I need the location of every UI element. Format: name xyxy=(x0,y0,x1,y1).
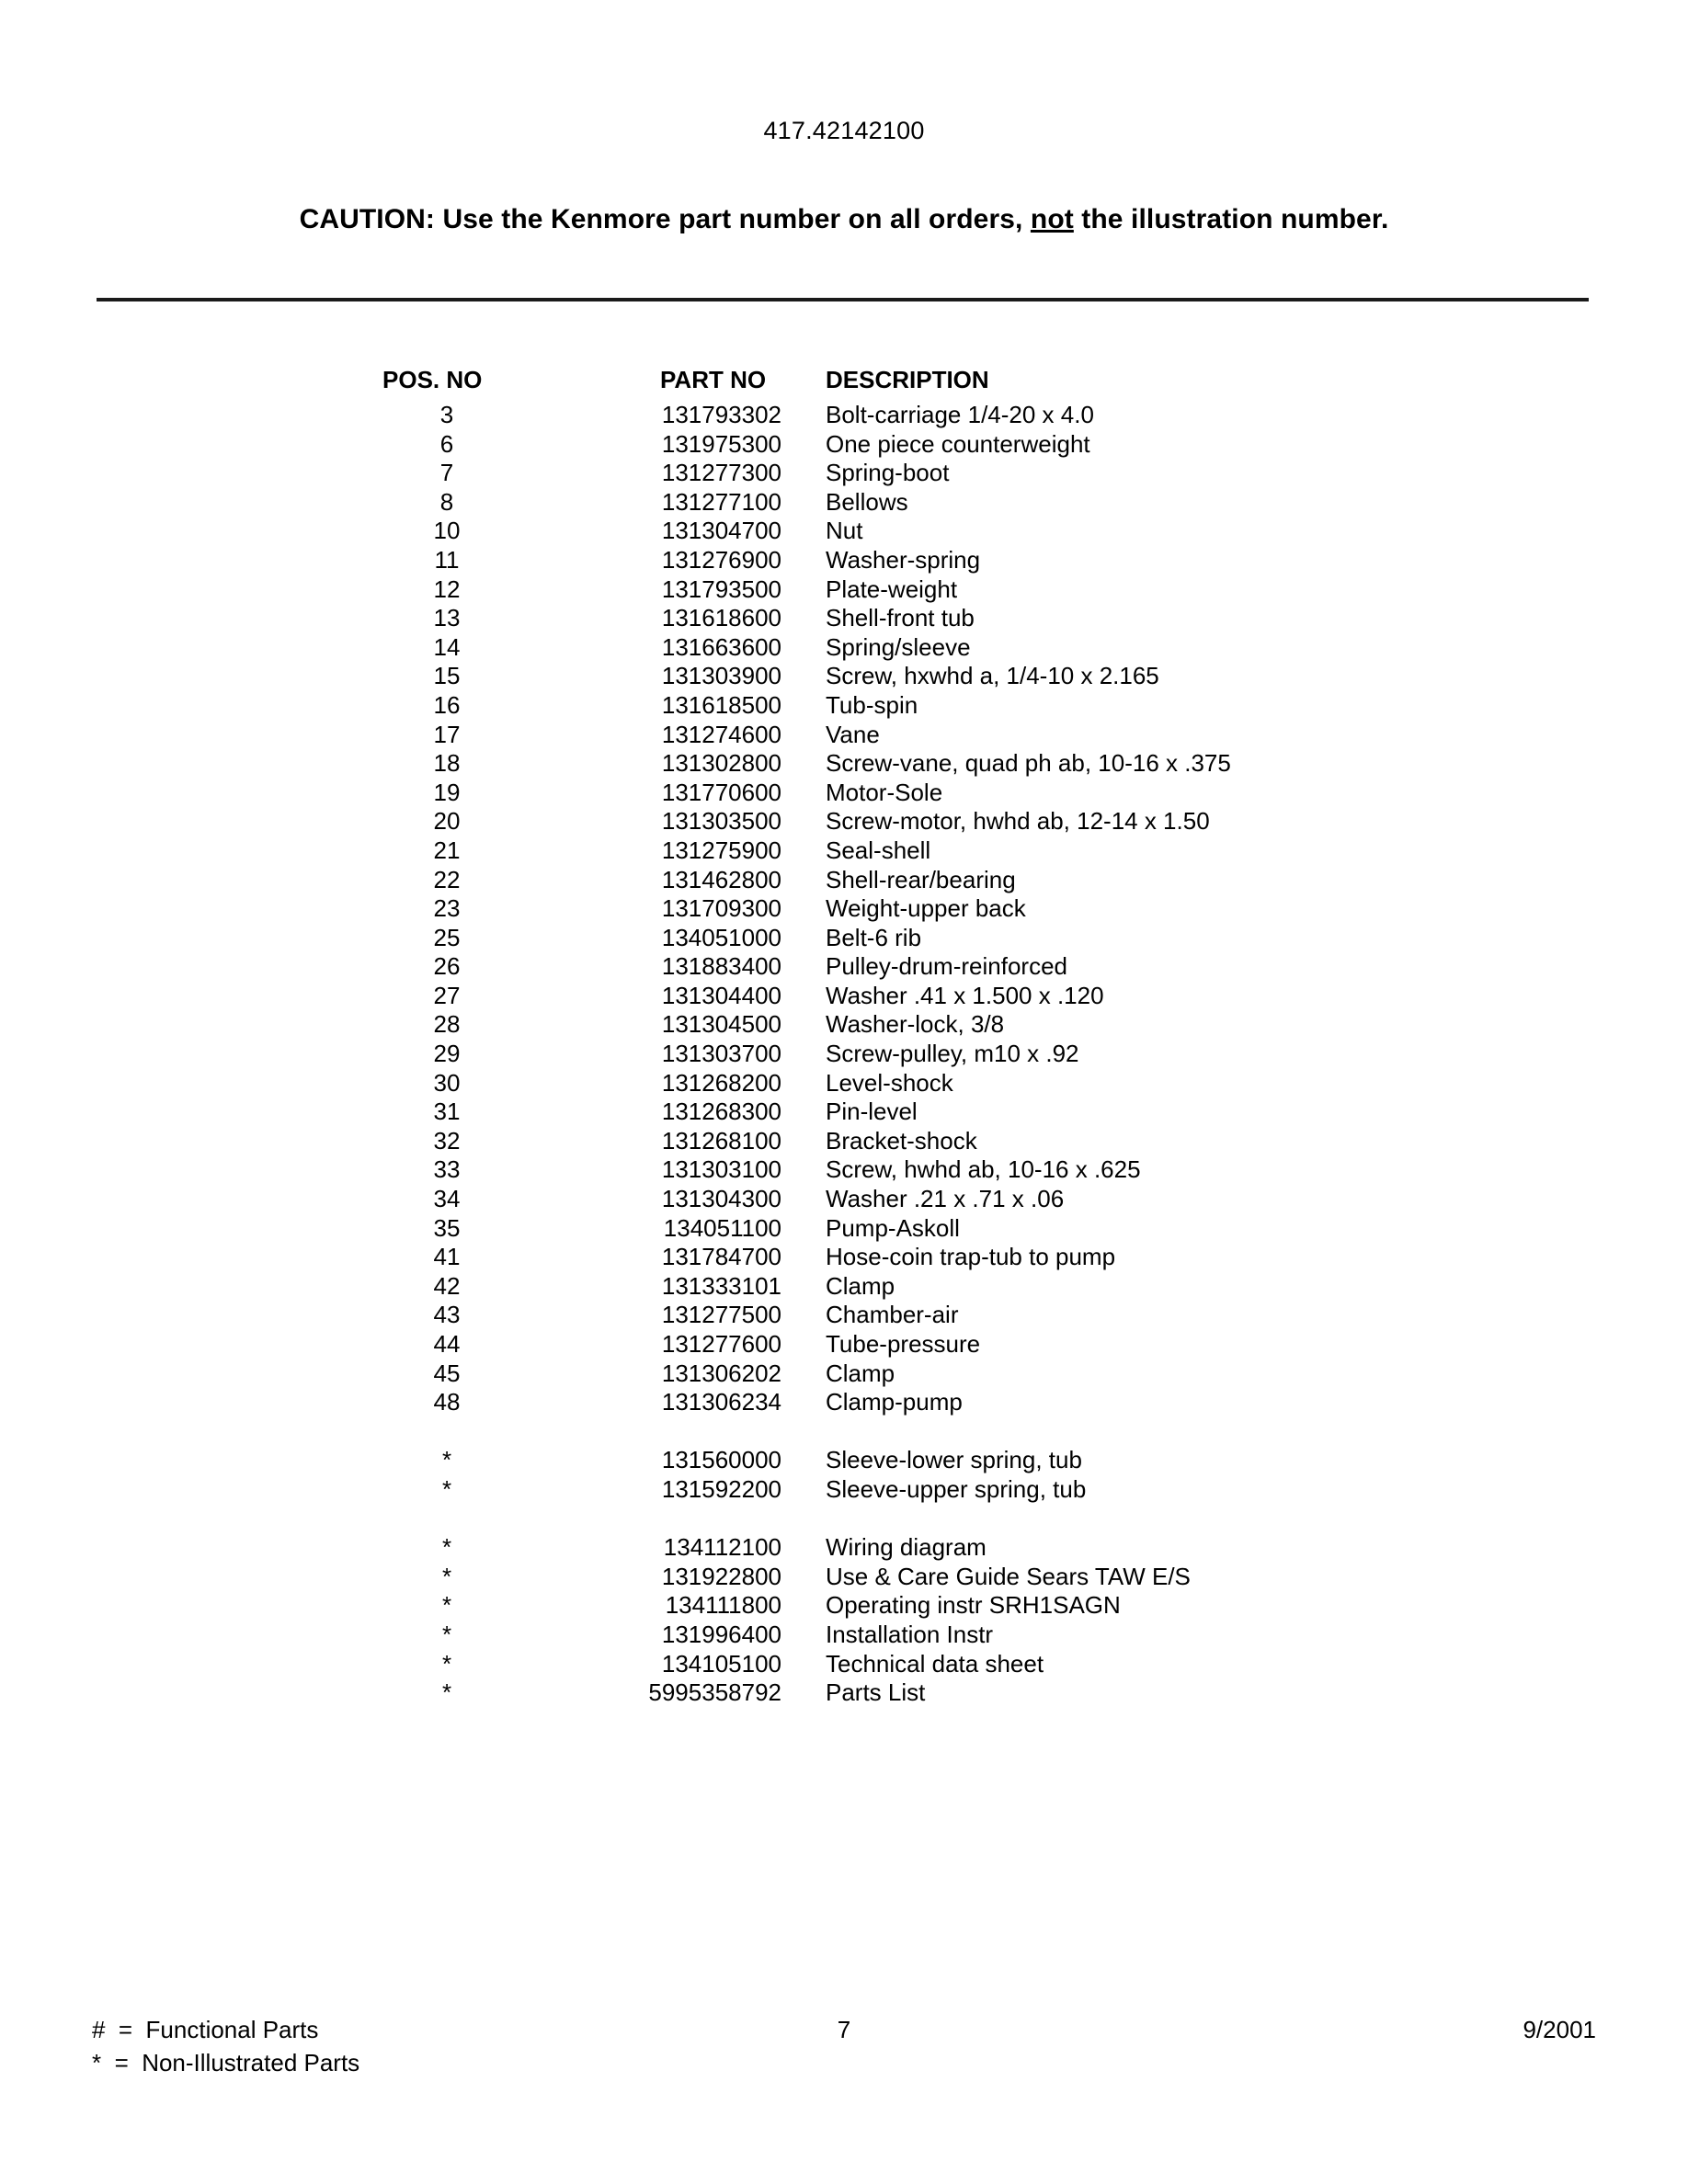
table-row xyxy=(0,604,1688,633)
cell-part-no: 134051000 xyxy=(661,923,781,951)
cell-pos-no: 22 xyxy=(433,865,461,893)
cell-part-no: 5995358792 xyxy=(648,1678,781,1707)
table-row xyxy=(0,691,1688,721)
cell-description: Shell-front tub xyxy=(826,604,975,632)
table-row xyxy=(0,1243,1688,1272)
table-row xyxy=(0,1533,1688,1563)
cell-part-no: 131303900 xyxy=(661,662,781,690)
cell-part-no: 131793500 xyxy=(661,574,781,603)
cell-part-no: 134051100 xyxy=(663,1213,781,1242)
cell-pos-no: 7 xyxy=(439,459,454,487)
table-row xyxy=(0,1127,1688,1156)
cell-part-no: 131770600 xyxy=(661,778,781,806)
cell-description: Tub-spin xyxy=(826,690,918,719)
cell-pos-no: 48 xyxy=(433,1388,461,1416)
table-row xyxy=(0,1621,1688,1650)
cell-pos-no: 19 xyxy=(433,778,461,806)
cell-part-no: 131709300 xyxy=(661,894,781,923)
cell-part-no: 131304700 xyxy=(661,517,781,545)
table-row xyxy=(0,894,1688,924)
cell-description: Installation Instr xyxy=(826,1620,994,1648)
cell-part-no: 131277500 xyxy=(661,1301,781,1329)
caution-notice xyxy=(0,204,1688,235)
cell-pos-no: 3 xyxy=(439,401,454,428)
cell-part-no: 131618500 xyxy=(661,690,781,719)
cell-description: Spring-boot xyxy=(826,459,950,487)
table-row xyxy=(0,749,1688,779)
cell-description: Screw-vane, quad ph ab, 10-16 x .375 xyxy=(826,749,1231,778)
table-row xyxy=(0,401,1688,430)
table-row xyxy=(0,1069,1688,1098)
cell-pos-no: 23 xyxy=(433,894,461,923)
cell-pos-no: 33 xyxy=(433,1155,461,1184)
cell-part-no: 131304400 xyxy=(661,981,781,1009)
cell-description: Sleeve-upper spring, tub xyxy=(826,1474,1087,1503)
cell-pos-no: 35 xyxy=(433,1213,461,1242)
cell-part-no: 131304300 xyxy=(661,1185,781,1213)
cell-part-no: 131592200 xyxy=(661,1474,781,1503)
model-number: 417.42142100 xyxy=(763,117,925,144)
cell-part-no: 131302800 xyxy=(661,749,781,778)
cell-part-no: 131333101 xyxy=(661,1271,781,1300)
cell-part-no: 131268300 xyxy=(661,1098,781,1126)
cell-pos-no: * xyxy=(441,1474,452,1503)
table-row xyxy=(0,459,1688,488)
caution-prefix: CAUTION: Use the Kenmore part number on all orders, xyxy=(299,204,1031,234)
table-row xyxy=(0,430,1688,460)
cell-part-no: 131784700 xyxy=(661,1243,781,1271)
revision-date: 9/2001 xyxy=(1523,2016,1596,2043)
table-row xyxy=(0,517,1688,546)
cell-pos-no: 17 xyxy=(433,720,461,748)
table-row xyxy=(0,807,1688,836)
group-spacer xyxy=(0,1505,1688,1534)
table-row xyxy=(0,662,1688,691)
cell-description: Tube-pressure xyxy=(826,1330,981,1358)
cell-description: Clamp-pump xyxy=(826,1388,963,1416)
table-row xyxy=(0,1359,1688,1389)
table-row xyxy=(0,866,1688,895)
legend-non-illustrated-parts: * = Non-Illustrated Parts xyxy=(92,2049,360,2076)
table-row xyxy=(0,1563,1688,1592)
cell-description: Parts List xyxy=(826,1678,926,1707)
cell-part-no: 131996400 xyxy=(661,1620,781,1648)
cell-pos-no: 6 xyxy=(439,429,454,458)
cell-part-no: 131306234 xyxy=(661,1388,781,1416)
cell-pos-no: 26 xyxy=(433,952,461,981)
cell-part-no: 131560000 xyxy=(661,1446,781,1474)
cell-description: Motor-Sole xyxy=(826,778,943,806)
table-row xyxy=(0,1475,1688,1505)
cell-description: Screw, hxwhd a, 1/4-10 x 2.165 xyxy=(826,662,1159,690)
cell-description: Pin-level xyxy=(826,1098,918,1126)
table-header-row xyxy=(0,358,1688,401)
cell-pos-no: 45 xyxy=(433,1359,461,1387)
cell-description: Clamp xyxy=(826,1359,895,1387)
cell-description: Washer-spring xyxy=(826,545,981,574)
cell-description: Weight-upper back xyxy=(826,894,1026,923)
table-row xyxy=(0,488,1688,518)
cell-part-no: 134105100 xyxy=(661,1649,781,1678)
table-row xyxy=(0,1446,1688,1475)
cell-description: Clamp xyxy=(826,1271,895,1300)
cell-description: Wiring diagram xyxy=(826,1533,987,1562)
table-row xyxy=(0,1650,1688,1679)
table-row xyxy=(0,1098,1688,1127)
table-row xyxy=(0,1388,1688,1417)
cell-part-no: 131268100 xyxy=(661,1126,781,1155)
cell-pos-no: 34 xyxy=(433,1185,461,1213)
cell-part-no: 131268200 xyxy=(661,1068,781,1097)
cell-description: Screw, hwhd ab, 10-16 x .625 xyxy=(826,1155,1141,1184)
cell-pos-no: 25 xyxy=(433,923,461,951)
cell-description: Hose-coin trap-tub to pump xyxy=(826,1243,1116,1271)
cell-description: Technical data sheet xyxy=(826,1649,1044,1678)
cell-description: Use & Care Guide Sears TAW E/S xyxy=(826,1562,1191,1590)
cell-part-no: 131663600 xyxy=(661,632,781,661)
table-row xyxy=(0,1214,1688,1244)
cell-description: Nut xyxy=(826,517,863,545)
cell-pos-no: 12 xyxy=(433,574,461,603)
table-row xyxy=(0,1010,1688,1040)
table-row xyxy=(0,836,1688,866)
table-row xyxy=(0,982,1688,1011)
cell-part-no: 131793302 xyxy=(661,401,781,428)
cell-part-no: 131462800 xyxy=(661,865,781,893)
cell-pos-no: 13 xyxy=(433,604,461,632)
cell-description: Belt-6 rib xyxy=(826,923,922,951)
cell-description: Spring/sleeve xyxy=(826,632,971,661)
cell-pos-no: 15 xyxy=(433,662,461,690)
cell-part-no: 131276900 xyxy=(661,545,781,574)
caution-suffix: the illustration number. xyxy=(1073,204,1389,234)
cell-description: Washer .41 x 1.500 x .120 xyxy=(826,981,1104,1009)
table-row xyxy=(0,1155,1688,1185)
cell-pos-no: * xyxy=(441,1591,452,1620)
cell-description: Washer .21 x .71 x .06 xyxy=(826,1185,1065,1213)
cell-pos-no: 43 xyxy=(433,1301,461,1329)
cell-part-no: 131922800 xyxy=(661,1562,781,1590)
cell-description: Operating instr SRH1SAGN xyxy=(826,1591,1121,1620)
cell-part-no: 131304500 xyxy=(661,1010,781,1039)
cell-pos-no: * xyxy=(441,1562,452,1590)
table-row xyxy=(0,721,1688,750)
table-row xyxy=(0,1272,1688,1302)
cell-description: Bracket-shock xyxy=(826,1126,977,1155)
cell-pos-no: * xyxy=(441,1649,452,1678)
cell-pos-no: 20 xyxy=(433,807,461,836)
cell-pos-no: 18 xyxy=(433,749,461,778)
group-spacer xyxy=(0,1417,1688,1447)
page-number: 7 xyxy=(837,2016,851,2043)
cell-description: Vane xyxy=(826,720,880,748)
table-row xyxy=(0,952,1688,982)
cell-pos-no: 16 xyxy=(433,690,461,719)
column-header-description: DESCRIPTION xyxy=(826,366,989,393)
caution-emphasis: not xyxy=(1030,204,1074,234)
cell-description: Plate-weight xyxy=(826,574,958,603)
cell-description: Chamber-air xyxy=(826,1301,959,1329)
cell-description: Level-shock xyxy=(826,1068,953,1097)
cell-pos-no: * xyxy=(441,1678,452,1707)
cell-part-no: 134112100 xyxy=(663,1533,781,1562)
cell-part-no: 131277600 xyxy=(661,1330,781,1358)
table-row xyxy=(0,1301,1688,1330)
cell-part-no: 131303500 xyxy=(661,807,781,836)
cell-part-no: 134111800 xyxy=(665,1591,781,1620)
column-header-pos-no: POS. NO xyxy=(382,366,483,393)
cell-part-no: 131277100 xyxy=(661,487,781,516)
cell-pos-no: * xyxy=(441,1446,452,1474)
cell-pos-no: * xyxy=(441,1533,452,1562)
cell-pos-no: 31 xyxy=(433,1098,461,1126)
cell-pos-no: 30 xyxy=(433,1068,461,1097)
table-row xyxy=(0,575,1688,605)
cell-part-no: 131277300 xyxy=(661,459,781,487)
cell-part-no: 131303100 xyxy=(661,1155,781,1184)
table-row xyxy=(0,1591,1688,1621)
cell-part-no: 131306202 xyxy=(661,1359,781,1387)
cell-pos-no: 14 xyxy=(433,632,461,661)
cell-part-no: 131303700 xyxy=(661,1040,781,1068)
cell-pos-no: 10 xyxy=(433,517,461,545)
table-row xyxy=(0,924,1688,953)
cell-pos-no: 41 xyxy=(433,1243,461,1271)
cell-part-no: 131274600 xyxy=(661,720,781,748)
table-row xyxy=(0,633,1688,663)
table-row xyxy=(0,779,1688,808)
cell-description: Bolt-carriage 1/4-20 x 4.0 xyxy=(826,401,1094,428)
cell-part-no: 131883400 xyxy=(661,952,781,981)
cell-pos-no: 32 xyxy=(433,1126,461,1155)
cell-description: Shell-rear/bearing xyxy=(826,865,1016,893)
column-header-part-no: PART NO xyxy=(660,366,767,393)
cell-pos-no: 11 xyxy=(434,545,460,574)
cell-pos-no: 27 xyxy=(433,981,461,1009)
cell-description: Screw-motor, hwhd ab, 12-14 x 1.50 xyxy=(826,807,1210,836)
cell-description: One piece counterweight xyxy=(826,429,1090,458)
table-row xyxy=(0,546,1688,575)
cell-part-no: 131975300 xyxy=(661,429,781,458)
cell-description: Pulley-drum-reinforced xyxy=(826,952,1067,981)
cell-description: Bellows xyxy=(826,487,908,516)
cell-pos-no: 44 xyxy=(433,1330,461,1358)
cell-description: Pump-Askoll xyxy=(826,1213,960,1242)
cell-pos-no: 8 xyxy=(439,487,454,516)
cell-pos-no: 29 xyxy=(433,1040,461,1068)
cell-pos-no: * xyxy=(441,1620,452,1648)
cell-pos-no: 21 xyxy=(433,836,461,864)
table-row xyxy=(0,1678,1688,1708)
cell-description: Seal-shell xyxy=(826,836,931,864)
cell-description: Sleeve-lower spring, tub xyxy=(826,1446,1082,1474)
cell-pos-no: 42 xyxy=(433,1271,461,1300)
cell-pos-no: 28 xyxy=(433,1010,461,1039)
header-divider xyxy=(97,298,1589,301)
cell-description: Screw-pulley, m10 x .92 xyxy=(826,1040,1079,1068)
page-footer xyxy=(0,2013,1688,2114)
legend-functional-parts: # = Functional Parts xyxy=(92,2016,319,2043)
cell-description: Washer-lock, 3/8 xyxy=(826,1010,1005,1039)
cell-part-no: 131618600 xyxy=(661,604,781,632)
table-row xyxy=(0,1185,1688,1214)
cell-part-no: 131275900 xyxy=(661,836,781,864)
table-row xyxy=(0,1330,1688,1359)
table-row xyxy=(0,1040,1688,1069)
table-body xyxy=(0,401,1688,1708)
parts-table xyxy=(0,358,1688,1708)
